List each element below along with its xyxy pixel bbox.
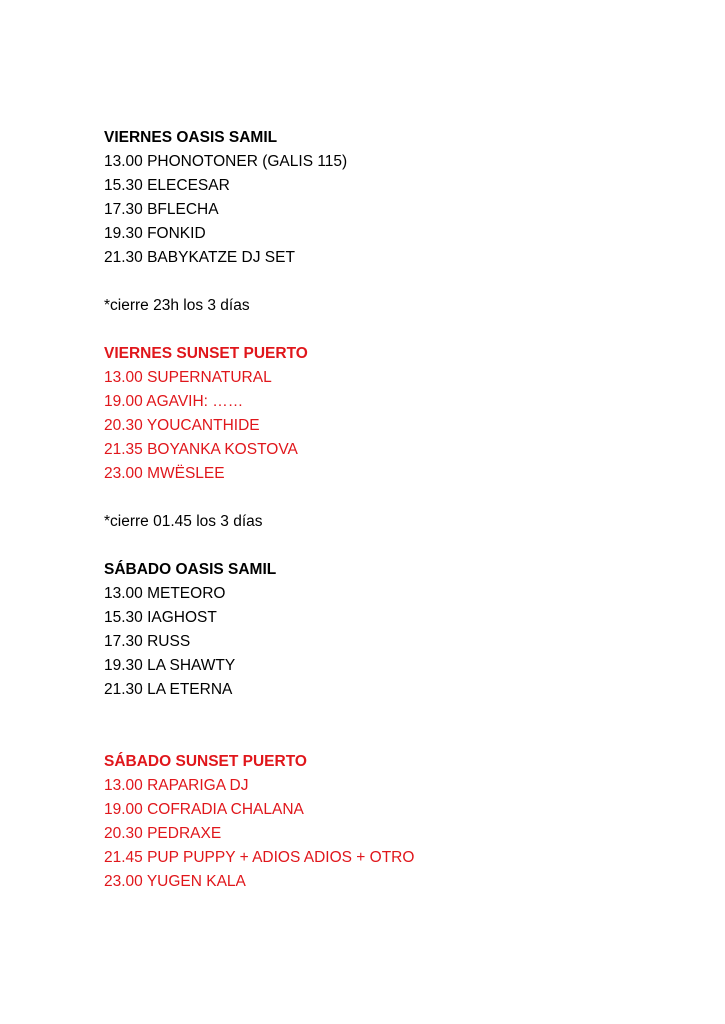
closing-note: *cierre 01.45 los 3 días [104, 513, 263, 530]
schedule-entry: 15.30 ELECESAR [104, 177, 230, 194]
section-viernes-oasis-samil [104, 126, 704, 342]
closing-note: *cierre 23h los 3 días [104, 297, 250, 314]
schedule-entry: 19.30 LA SHAWTY [104, 657, 236, 674]
spacer [104, 702, 704, 750]
schedule-entry: 13.00 RAPARIGA DJ [104, 777, 249, 794]
schedule-entry: 20.30 PEDRAXE [104, 825, 222, 842]
schedule-entry: 17.30 RUSS [104, 633, 191, 650]
section-heading: SÁBADO OASIS SAMIL [104, 561, 277, 578]
schedule-entry: 15.30 IAGHOST [104, 609, 217, 626]
section-heading: VIERNES SUNSET PUERTO [104, 345, 308, 362]
schedule-entry: 19.00 COFRADIA CHALANA [104, 801, 304, 818]
schedule-entry: 19.30 FONKID [104, 225, 206, 242]
schedule-entry: 21.45 PUP PUPPY + ADIOS ADIOS + OTRO [104, 849, 415, 866]
schedule-entry: 23.00 YUGEN KALA [104, 873, 246, 890]
section-heading: SÁBADO SUNSET PUERTO [104, 753, 307, 770]
schedule-entry: 17.30 BFLECHA [104, 201, 219, 218]
schedule-entry: 21.35 BOYANKA KOSTOVA [104, 441, 298, 458]
schedule-entry: 13.00 PHONOTONER (GALIS 115) [104, 153, 348, 170]
schedule-entry: 19.00 AGAVIH: …… [104, 393, 244, 410]
schedule-entry: 21.30 BABYKATZE DJ SET [104, 249, 295, 266]
spacer [104, 270, 704, 294]
section-sabado-sunset-puerto [104, 750, 704, 894]
schedule-content [104, 126, 704, 894]
section-heading: VIERNES OASIS SAMIL [104, 129, 278, 146]
schedule-entry: 21.30 LA ETERNA [104, 681, 233, 698]
schedule-entry: 13.00 SUPERNATURAL [104, 369, 272, 386]
schedule-entry: 20.30 YOUCANTHIDE [104, 417, 260, 434]
section-viernes-sunset-puerto [104, 342, 704, 558]
spacer [104, 534, 704, 558]
spacer [104, 486, 704, 510]
schedule-entry: 23.00 MWËSLEE [104, 465, 225, 482]
schedule-entry: 13.00 METEORO [104, 585, 226, 602]
section-sabado-oasis-samil [104, 558, 704, 750]
spacer [104, 318, 704, 342]
